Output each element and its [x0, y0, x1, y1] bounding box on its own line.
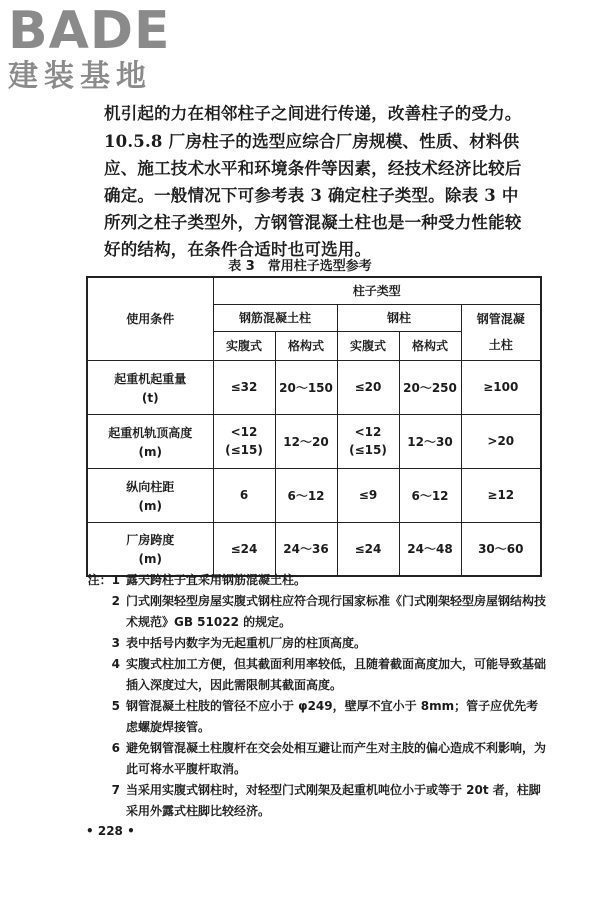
- note-item: 4 实腹式柱加工方便，但其截面利用率较低，且随着截面高度加大，可能导致基础插入深度过大，因此需限制其截面高度。: [111, 657, 547, 692]
- cell-steel-solid: ≤9: [337, 468, 399, 522]
- cell-condition: 厂房跨度 (m): [87, 522, 213, 576]
- cell-steel-lattice: 24～48: [399, 522, 461, 576]
- clause-10-5-8: [104, 128, 534, 263]
- paragraph-continued: 机引起的力在相邻柱子之间进行传递，改善柱子的受力。: [104, 104, 522, 123]
- cell-condition: 起重机轨顶高度 (m): [87, 414, 213, 468]
- header-steel-solid: 实腹式: [337, 331, 399, 360]
- cell-steel-lattice: 20～250: [399, 360, 461, 414]
- cell-rc-solid: ≤32: [213, 360, 275, 414]
- cell-condition: 起重机起重量 (t): [87, 360, 213, 414]
- cell-steel-lattice: 12～30: [399, 414, 461, 468]
- header-rc-solid: 实腹式: [213, 331, 275, 360]
- header-condition: 使用条件: [87, 277, 213, 360]
- header-steel-lattice: 格构式: [399, 331, 461, 360]
- clause-number: 10.5.8: [104, 132, 163, 151]
- column-selection-table: [86, 276, 542, 577]
- logo: [8, 1, 178, 94]
- note-item: 7 当采用实腹式钢柱时，对轻型门式刚架及起重机吨位小于或等于 20t 者，柱脚采用外露式柱脚比较经济。: [111, 783, 541, 818]
- header-rc-lattice: 格构式: [275, 331, 337, 360]
- header-column-type: 柱子类型: [213, 277, 541, 304]
- cell-steel-solid: ≤24: [337, 522, 399, 576]
- cell-rc-lattice: 24～36: [275, 522, 337, 576]
- cell-rc-solid: ≤24: [213, 522, 275, 576]
- cell-rc-solid: 6: [213, 468, 275, 522]
- table-row: [87, 414, 541, 468]
- cell-cfst: >20: [461, 414, 541, 468]
- header-cfst-column: 钢管混凝土柱: [461, 304, 541, 360]
- table-row: [87, 522, 541, 576]
- cell-steel-lattice: 6～12: [399, 468, 461, 522]
- cell-rc-lattice: 6～12: [275, 468, 337, 522]
- header-steel-column: 钢柱: [337, 304, 461, 331]
- cell-steel-solid: <12 (≤15): [337, 414, 399, 468]
- note-item: 5 钢管混凝土柱肢的管径不应小于 φ249，壁厚不宜小于 8mm；管子应优先考虑螺旋焊接管。: [111, 699, 539, 734]
- cell-condition: 纵向柱距 (m): [87, 468, 213, 522]
- header-rc-column: 钢筋混凝土柱: [213, 304, 337, 331]
- notes-prefix: 注：: [87, 573, 112, 587]
- cell-rc-solid: <12 (≤15): [213, 414, 275, 468]
- table-row: [87, 468, 541, 522]
- clause-text: 厂房柱子的选型应综合厂房规模、性质、材料供应、施工技术水平和环境条件等因素，经技术经济比较后确定。一般情况下可参考表 3 确定柱子类型。除表 3 中所列之柱子类型外，方钢管混凝土柱也是一种受力性能较好的结构，在条件合适时也可选用。: [104, 132, 522, 259]
- note-item: 2 门式刚架轻型房屋实腹式钢柱应符合现行国家标准《门式刚架轻型房屋钢结构技术规范》GB 51022 的规定。: [111, 594, 547, 629]
- table-header-row: [87, 277, 541, 304]
- logo-wordmark: BADE: [8, 1, 171, 61]
- table-notes: [86, 570, 546, 822]
- cell-steel-solid: ≤20: [337, 360, 399, 414]
- table-caption: 表 3 常用柱子选型参考: [228, 259, 372, 274]
- cell-rc-lattice: 20～150: [275, 360, 337, 414]
- note-item: 3 表中括号内数字为无起重机厂房的柱顶高度。: [111, 636, 367, 650]
- cell-rc-lattice: 12～20: [275, 414, 337, 468]
- page-number: • 228 •: [86, 824, 135, 838]
- table-row: [87, 360, 541, 414]
- note-item: 6 避免钢管混凝土柱腹杆在交会处相互避让而产生对主肢的偏心造成不利影响，为此可将水平腹杆取消。: [111, 741, 547, 776]
- logo-subtitle: 建装基地: [8, 59, 152, 94]
- note-item: 注：1 露天跨柱子宜采用钢筋混凝土柱。: [87, 573, 307, 587]
- cell-cfst: 30～60: [461, 522, 541, 576]
- cell-cfst: ≥12: [461, 468, 541, 522]
- cell-cfst: ≥100: [461, 360, 541, 414]
